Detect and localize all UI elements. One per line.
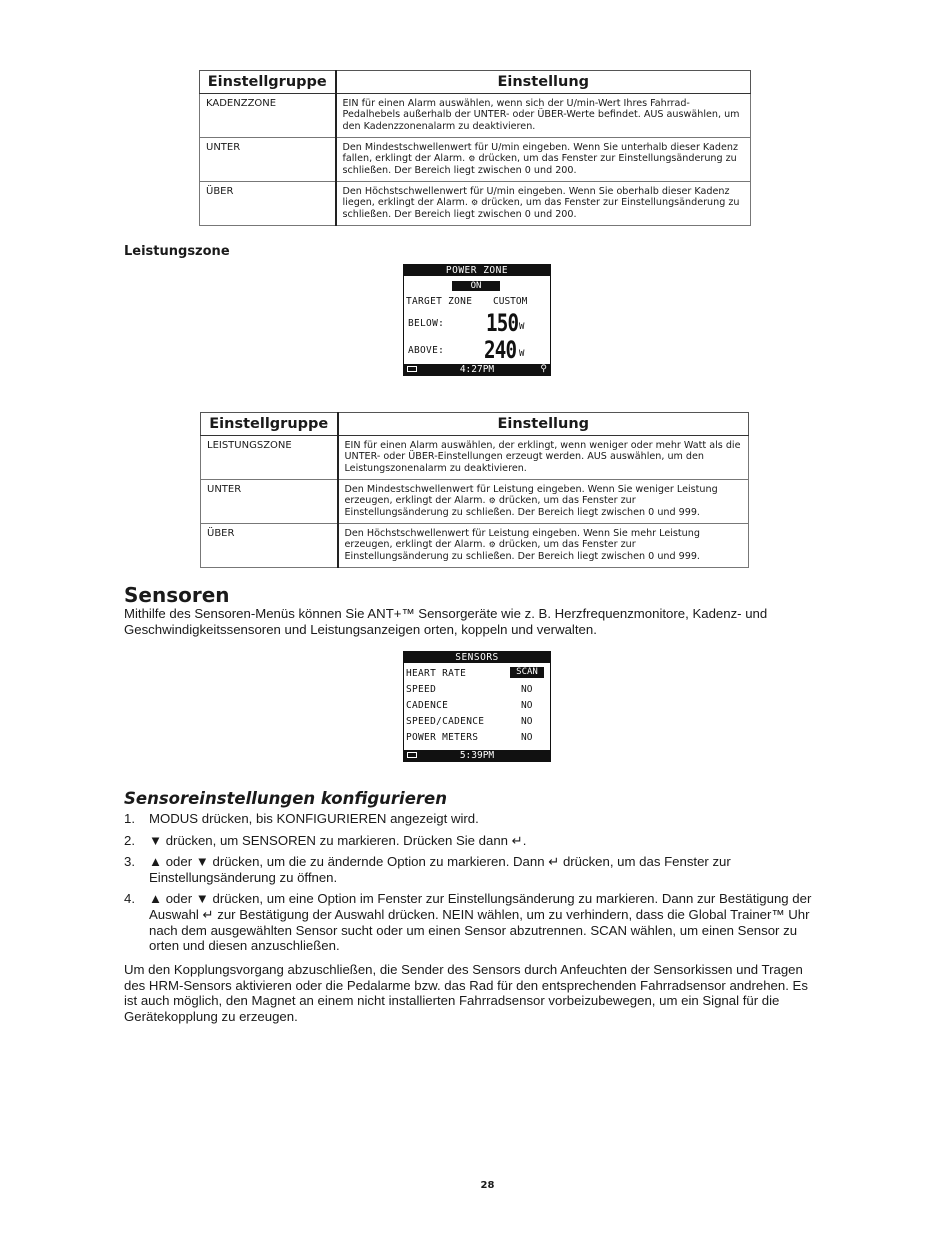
table-row — [201, 436, 749, 480]
table-header-row — [200, 71, 751, 94]
column-header-group: Einstellgruppe — [200, 71, 336, 94]
step-text: ▼ drücken, um SENSOREN zu markieren. Drücken Sie dann ↵. — [149, 832, 527, 848]
screen-status-bar — [404, 364, 550, 375]
table-row — [201, 480, 749, 524]
table-row — [200, 182, 751, 226]
step-number: 3. — [124, 854, 135, 870]
cell-text: drücken, um das Fenster zur Einstellungsänderung zu schließen. Der Bereich liegt zwischen 0 und 999. — [344, 495, 700, 518]
cell-text: Den Mindestschwellenwert für Leistung eingeben. Wenn Sie weniger Leistung erzeugen, erklingt der Alarm. — [344, 484, 718, 507]
settings-button-icon: ⚙ — [470, 198, 479, 208]
power-zone-screen — [403, 264, 551, 376]
above-label: ABOVE: — [408, 345, 445, 356]
bike-icon: ⚲ — [540, 364, 547, 374]
sensor-label-power-meters: POWER METERS — [406, 732, 479, 743]
step-number: 2. — [124, 832, 135, 848]
cell-text: Den Höchstschwellenwert für Leistung eingeben. Wenn Sie mehr Leistung erzeugen, erklingt der Alarm. — [344, 528, 700, 551]
cell-group: ÜBER — [201, 524, 338, 568]
step-number: 1. — [124, 811, 135, 826]
sensor-label-speed-cadence: SPEED/CADENCE — [406, 716, 485, 727]
table-header-row — [201, 413, 749, 436]
clock-time: 5:39PM — [459, 750, 495, 761]
cell-group: UNTER — [200, 138, 336, 182]
power-zone-heading: Leistungszone — [124, 244, 230, 259]
column-header-group: Einstellgruppe — [201, 413, 338, 436]
battery-icon — [407, 752, 417, 758]
screen-title: POWER ZONE — [404, 265, 550, 276]
cell-group: KADENZZONE — [200, 94, 336, 138]
step-number: 4. — [124, 891, 135, 907]
settings-button-icon: ⚙ — [468, 154, 476, 164]
cell-group: UNTER — [201, 480, 338, 524]
sensor-value-power-meters: NO — [521, 732, 533, 743]
above-value: 240 — [484, 336, 517, 364]
below-value: 150 — [486, 309, 519, 337]
cell-group: ÜBER — [200, 182, 336, 226]
target-zone-value: CUSTOM — [493, 296, 528, 307]
cell-text: Den Mindestschwellenwert für U/min eingeben. Wenn Sie unterhalb dieser Kadenz fallen, erklingt der Alarm. — [342, 142, 739, 165]
cell-text: EIN für einen Alarm auswählen, der erklingt, wenn weniger oder mehr Watt als die UNTER- oder ÜBER-Einstellungen erzeugt werden. AUS auswählen, um den Leistungszonenalarm zu deaktivieren. — [344, 440, 741, 474]
screen-status-bar — [404, 750, 550, 761]
step-text: ▲ oder ▼ drücken, um die zu ändernde Option zu markieren. Dann ↵ drücken, um das Fenster zur Einstellungsänderung zu öffnen. — [149, 854, 731, 885]
cell-text: drücken, um das Fenster zur Einstellungsänderung zu schließen. Der Bereich liegt zwischen 0 und 200. — [342, 197, 740, 220]
table-row — [201, 524, 749, 568]
list-item — [124, 854, 824, 885]
list-item — [124, 811, 824, 827]
battery-icon — [407, 366, 417, 372]
below-unit: W — [519, 322, 525, 332]
config-heading: Sensoreinstellungen konfigurieren — [124, 789, 447, 808]
cell-group: LEISTUNGSZONE — [201, 436, 338, 480]
list-item — [124, 891, 824, 953]
screen-title: SENSORS — [404, 652, 550, 663]
cell-text: EIN für einen Alarm auswählen, wenn sich der U/min-Wert Ihres Fahrrad-Pedalhebels außerhalb der UNTER- oder ÜBER-Werte befindet. AUS auswählen, um den Kadenzzonenalarm zu deaktivieren. — [342, 98, 740, 132]
settings-button-icon: ⚙ — [488, 540, 496, 550]
clock-time: 4:27PM — [459, 364, 495, 375]
above-unit: W — [519, 349, 525, 359]
cell-setting — [338, 436, 749, 480]
table-row — [200, 138, 751, 182]
cell-setting — [336, 94, 751, 138]
steps-list — [124, 811, 824, 960]
cell-text: Den Höchstschwellenwert für U/min eingeben. Wenn Sie oberhalb dieser Kadenz liegen, erklingt der Alarm. — [342, 186, 730, 209]
power-settings-table — [200, 412, 749, 568]
closing-paragraph: Um den Kopplungsvorgang abzuschließen, die Sender des Sensors durch Anfeuchten der Sensorkissen und Tragen des HRM-Sensors aktivieren oder die Pedalarme bzw. das Rad für den entsprechenden Fahrradsensor andrehen. Es ist auch möglich, den Magnet an einem nicht installierten Fahrradsensor vorbeizubewegen, um ein Signal für die Gerätekopplung zu erzeugen. — [124, 962, 808, 1024]
sensor-label-speed: SPEED — [406, 684, 437, 695]
list-item — [124, 833, 824, 849]
column-header-setting: Einstellung — [336, 71, 751, 94]
sensor-value-heart-rate: SCAN — [510, 667, 544, 678]
step-text: ▲ oder ▼ drücken, um eine Option im Fenster zur Einstellungsänderung zu markieren. Dann zur Bestätigung der Auswahl ↵ zur Bestätigung der Auswahl drücken. NEIN wählen, um zu verhindern, dass die Global Trainer™ Uhr nach dem ausgewählten Sensor sucht oder um einen Sensor abzutrennen. SCAN wählen, um einen Sensor zu orten und diesen anzuschließen. — [149, 891, 812, 954]
table-row — [200, 94, 751, 138]
sensor-label-cadence: CADENCE — [406, 700, 449, 711]
sensors-screen — [403, 651, 551, 762]
settings-button-icon: ⚙ — [488, 496, 496, 506]
cell-setting — [338, 480, 749, 524]
cadence-settings-table — [199, 70, 751, 226]
column-header-setting: Einstellung — [338, 413, 749, 436]
sensor-value-speed-cadence: NO — [521, 716, 533, 727]
page-number: 28 — [480, 1180, 495, 1191]
target-zone-label: TARGET ZONE — [406, 296, 473, 307]
cell-setting — [338, 524, 749, 568]
cell-text: drücken, um das Fenster zur Einstellungsänderung zu schließen. Der Bereich liegt zwischen 0 und 200. — [342, 153, 737, 176]
step-text: MODUS drücken, bis KONFIGURIEREN angezeigt wird. — [149, 811, 479, 826]
cell-setting — [336, 182, 751, 226]
sensor-value-speed: NO — [521, 684, 533, 695]
sensor-value-cadence: NO — [521, 700, 533, 711]
sensors-intro: Mithilfe des Sensoren-Menüs können Sie ANT+™ Sensorgeräte wie z. B. Herzfrequenzmonitore, Kadenz- und Geschwindigkeitssensoren und Leistungsanzeigen orten, koppeln und verwalten. — [124, 606, 768, 637]
sensors-heading: Sensoren — [124, 583, 230, 607]
cell-setting — [336, 138, 751, 182]
zone-status-badge: ON — [452, 281, 500, 291]
sensor-label-heart-rate: HEART RATE — [406, 668, 467, 679]
below-label: BELOW: — [408, 318, 445, 329]
cell-text: drücken, um das Fenster zur Einstellungsänderung zu schließen. Der Bereich liegt zwischen 0 und 999. — [344, 539, 700, 562]
